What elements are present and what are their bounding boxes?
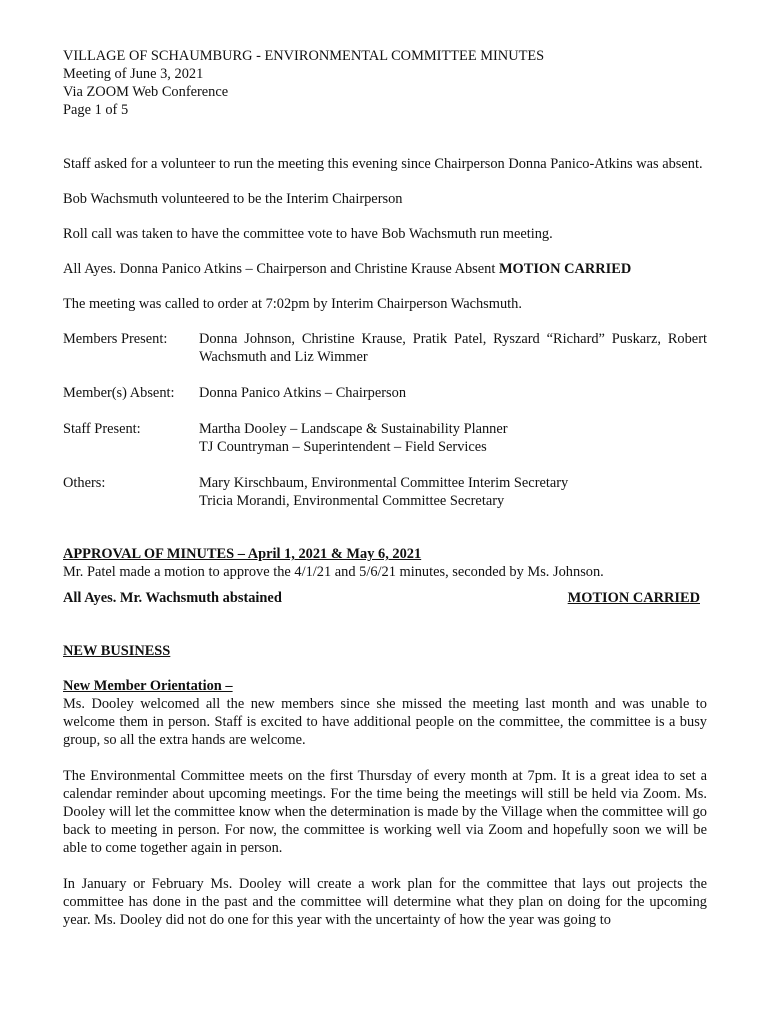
others-label: Others: bbox=[63, 475, 106, 491]
intro-paragraph-vote bbox=[63, 260, 707, 278]
orientation-paragraph-schedule: The Environmental Committee meets on the first Thursday of every month at 7pm. It is a great idea to set a calendar reminder about upcoming meetings. For the time being the meetings will still be held via Zoom. Ms. Dooley will let the committee know when the determination is made by the Village when the committee will go back to meeting in person. For now, the committee is working well via Zoom and hopefully soon we will be able to come together again in person. bbox=[63, 768, 707, 856]
intro-paragraph-call-to-order: The meeting was called to order at 7:02pm by Interim Chairperson Wachsmuth. bbox=[63, 296, 522, 312]
staff-present-row bbox=[63, 420, 707, 456]
members-absent-list: Donna Panico Atkins – Chairperson bbox=[199, 385, 407, 401]
meeting-venue: Via ZOOM Web Conference bbox=[63, 84, 229, 100]
members-absent-row bbox=[63, 384, 707, 402]
intro-paragraph-volunteer: Staff asked for a volunteer to run the meeting this evening since Chairperson Donna Panico-Atkins was absent. bbox=[63, 156, 703, 172]
document-header bbox=[63, 47, 707, 119]
intro-paragraph-roll-call: Roll call was taken to have the committee vote to have Bob Wachsmuth run meeting. bbox=[63, 226, 553, 242]
staff-member-2: TJ Countryman – Superintendent – Field Services bbox=[199, 439, 487, 455]
staff-member-1: Martha Dooley – Landscape & Sustainability Planner bbox=[199, 421, 508, 437]
document-page bbox=[63, 47, 707, 929]
other-attendee-2: Tricia Morandi, Environmental Committee Secretary bbox=[199, 493, 505, 509]
approval-motion-carried: MOTION CARRIED bbox=[567, 590, 700, 606]
new-business-heading: NEW BUSINESS bbox=[63, 643, 171, 659]
document-title: VILLAGE OF SCHAUMBURG - ENVIRONMENTAL COMMITTEE MINUTES bbox=[63, 48, 545, 64]
approval-text: Mr. Patel made a motion to approve the 4/1/21 and 5/6/21 minutes, seconded by Ms. Johnson. bbox=[63, 564, 604, 580]
approval-heading: APPROVAL OF MINUTES – April 1, 2021 & May 6, 2021 bbox=[63, 546, 422, 562]
members-present-label: Members Present: bbox=[63, 331, 168, 347]
motion-carried-label: MOTION CARRIED bbox=[498, 261, 632, 277]
members-present-list: Donna Johnson, Christine Krause, Pratik Patel, Ryszard “Richard” Puskarz, Robert Wachsmuth and Liz Wimmer bbox=[199, 331, 707, 365]
members-absent-label: Member(s) Absent: bbox=[63, 385, 175, 401]
orientation-paragraph-work-plan: In January or February Ms. Dooley will create a work plan for the committee that lays out projects the committee has done in the past and the committee will determine what they plan on doing for the upcoming year. Ms. Dooley did not do one for this year with the uncertainty of how the year was going to bbox=[63, 876, 707, 928]
approval-vote-row bbox=[63, 589, 707, 607]
approval-vote: All Ayes. Mr. Wachsmuth abstained bbox=[63, 590, 282, 606]
page-number: Page 1 of 5 bbox=[63, 102, 129, 118]
meeting-date: Meeting of June 3, 2021 bbox=[63, 66, 204, 82]
orientation-paragraph-welcome: Ms. Dooley welcomed all the new members since she missed the meeting last month and was unable to welcome them in person. Staff is excited to have additional people on the committee, the committee is a busy group, so all the extra hands are welcome. bbox=[63, 696, 707, 748]
orientation-subheading: New Member Orientation – bbox=[63, 678, 233, 694]
intro-paragraph-interim-chair: Bob Wachsmuth volunteered to be the Interim Chairperson bbox=[63, 191, 403, 207]
members-present-row bbox=[63, 330, 707, 366]
vote-text: All Ayes. Donna Panico Atkins – Chairperson and Christine Krause Absent bbox=[63, 261, 499, 277]
others-row bbox=[63, 474, 707, 510]
other-attendee-1: Mary Kirschbaum, Environmental Committee Interim Secretary bbox=[199, 475, 569, 491]
approval-section bbox=[63, 545, 707, 607]
staff-present-label: Staff Present: bbox=[63, 421, 141, 437]
